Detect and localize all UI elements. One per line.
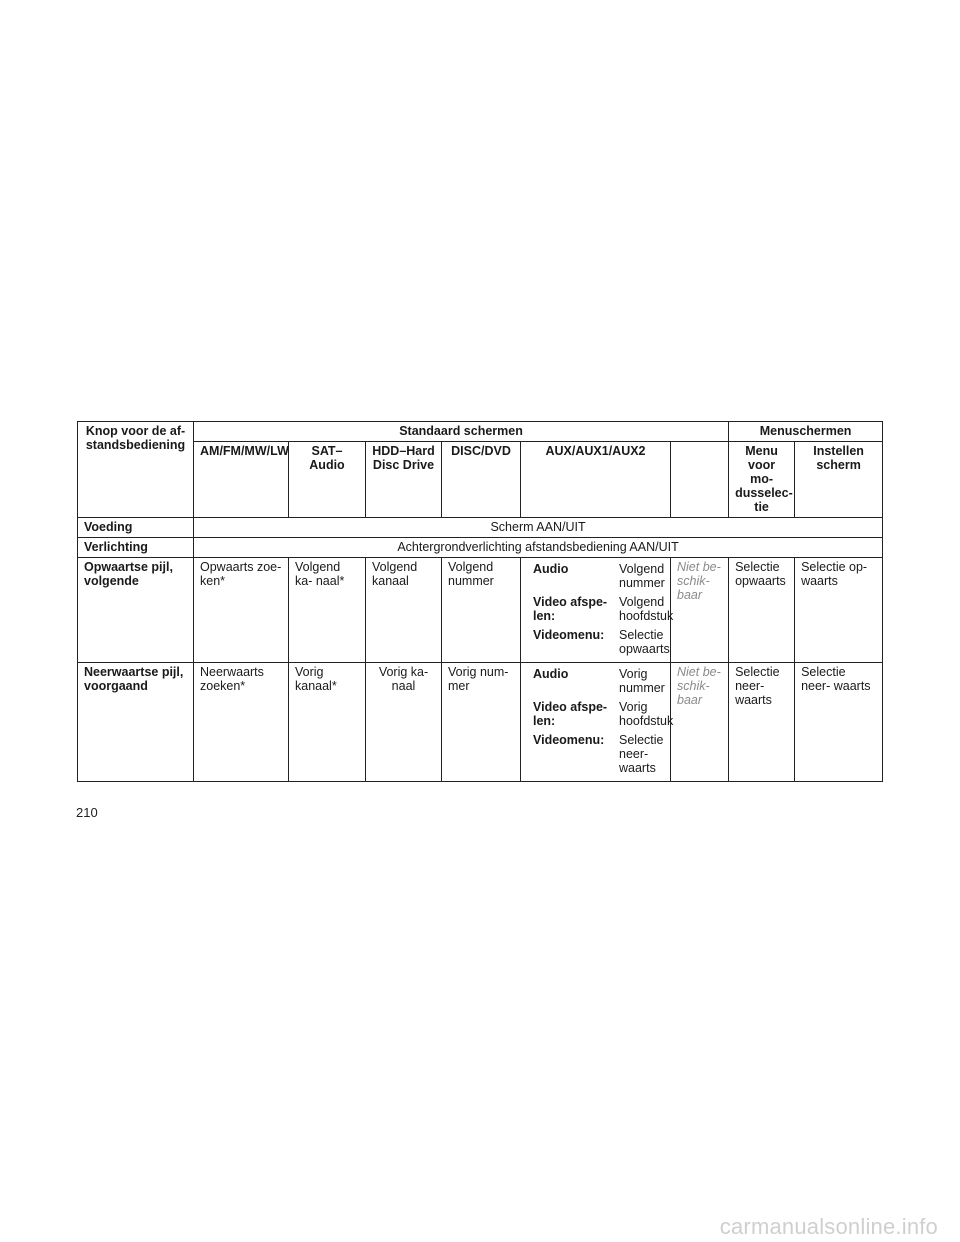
down-sat: Vorig kanaal* <box>289 663 366 782</box>
header-sat-audio: SAT–Audio <box>289 442 366 518</box>
header-row-2 <box>78 442 883 518</box>
header-hdd: HDD–Hard Disc Drive <box>366 442 442 518</box>
up-video-value: Volgend hoofdstuk <box>619 595 674 623</box>
row-lighting-label: Verlichting <box>78 538 194 558</box>
row-power-label: Voeding <box>78 518 194 538</box>
remote-control-table <box>77 421 883 782</box>
down-aux <box>521 663 674 782</box>
down-am: Neerwaarts zoeken* <box>194 663 289 782</box>
up-video-key: Video afspe- len: <box>533 595 608 623</box>
page-number: 210 <box>76 805 98 820</box>
header-settings: Instellen scherm <box>795 442 883 518</box>
header-menu-screens: Menuschermen <box>729 422 883 442</box>
up-videomenu-value: Selectie opwaarts <box>619 628 670 656</box>
up-am: Opwaarts zoe- ken* <box>194 558 289 663</box>
down-video-key: Video afspe- len: <box>533 700 608 728</box>
row-up-arrow <box>78 558 883 663</box>
down-settings: Selectie neer- waarts <box>795 663 883 782</box>
up-not-available: Niet be- schik- baar <box>671 558 729 663</box>
row-down-arrow <box>78 663 883 782</box>
down-audio-key: Audio <box>533 667 569 681</box>
row-power-value: Scherm AAN/UIT <box>194 518 883 538</box>
up-audio-key: Audio <box>533 562 569 576</box>
up-menu-mode: Selectie opwaarts <box>729 558 795 663</box>
up-audio-value: Volgend nummer <box>619 562 665 590</box>
down-videomenu-key: Videomenu: <box>533 733 605 747</box>
row-lighting-value: Achtergrondverlichting afstandsbediening AAN/UIT <box>194 538 883 558</box>
down-label: Neerwaartse pijl, voorgaand <box>78 663 194 782</box>
down-audio-value: Vorig nummer <box>619 667 665 695</box>
up-disc: Volgend nummer <box>442 558 521 663</box>
header-disc-dvd: DISC/DVD <box>442 442 521 518</box>
up-aux <box>521 558 674 663</box>
header-am-fm: AM/FM/MW/LW <box>194 442 289 518</box>
down-not-available: Niet be- schik- baar <box>671 663 729 782</box>
down-menu-mode: Selectie neer- waarts <box>729 663 795 782</box>
up-hdd: Volgend kanaal <box>366 558 442 663</box>
down-hdd: Vorig ka- naal <box>366 663 442 782</box>
up-videomenu-key: Videomenu: <box>533 628 605 642</box>
up-settings: Selectie op- waarts <box>795 558 883 663</box>
header-empty <box>671 442 729 518</box>
watermark: carmanualsonline.info <box>719 1214 938 1239</box>
down-videomenu-value: Selectie neer- waarts <box>619 733 664 775</box>
up-sat: Volgend ka- naal* <box>289 558 366 663</box>
header-remote-button: Knop voor de af- standsbediening <box>78 422 194 518</box>
down-video-value: Vorig hoofdstuk <box>619 700 674 728</box>
row-lighting <box>78 538 883 558</box>
down-disc: Vorig num- mer <box>442 663 521 782</box>
row-power <box>78 518 883 538</box>
header-standard-screens: Standaard schermen <box>194 422 729 442</box>
header-menu-mode: Menu voor mo- dusselec- tie <box>729 442 795 518</box>
up-label: Opwaartse pijl, volgende <box>78 558 194 663</box>
header-aux: AUX/AUX1/AUX2 <box>521 442 671 518</box>
header-row-1 <box>78 422 883 442</box>
